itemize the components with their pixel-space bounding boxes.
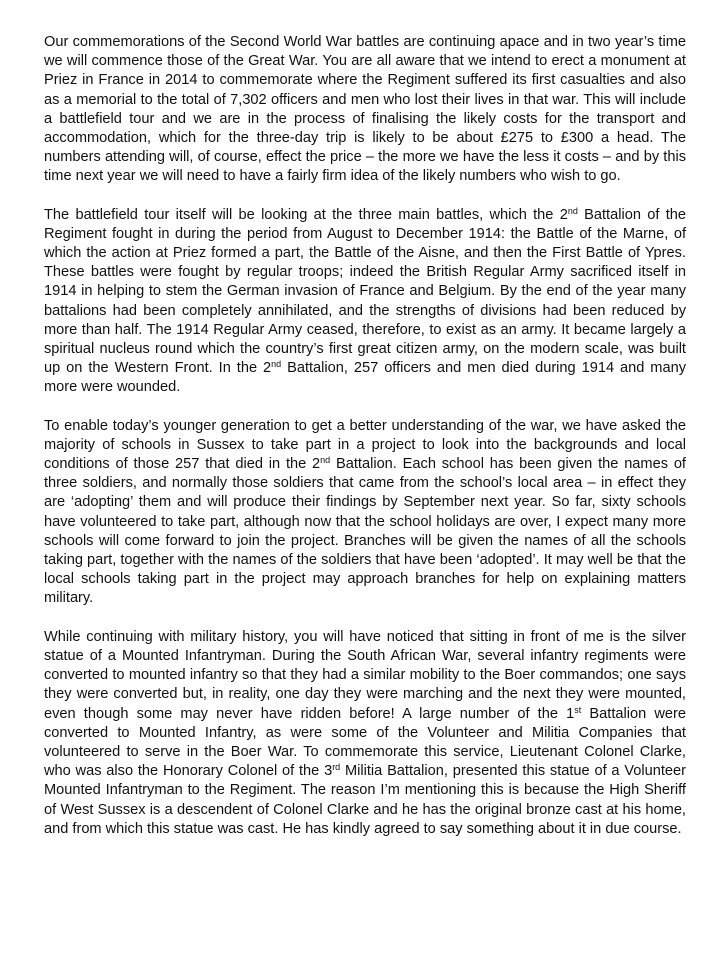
document-page (44, 33, 686, 839)
ordinal-superscript: rd (332, 762, 341, 773)
ordinal-superscript: nd (567, 205, 578, 216)
ordinal-superscript: nd (320, 455, 331, 466)
text-run: Militia Battalion, presented this statue of a Volunteer Mounted Infantryman to the Regiment. The reason I’m mentioning this is because the High Sheriff of West Sussex is a descendent of Colonel Clarke and he has the original bronze cast at his home, and from which this statue was cast. He has kindly agreed to say something about it in due course. (44, 763, 686, 837)
paragraph-2 (44, 206, 686, 398)
text-run: While continuing with military history, you will have noticed that sitting in front of me is the silver statue of a Mounted Infantryman. During the South African War, several infantry regiments were converted to mounted infantry so that they had a similar mobility to the Boer commandos; one says they were converted but, in reality, one day they were marching and the next they were mounted, even though some may never have ridden before! A large number of the 1 (44, 628, 686, 722)
text-run: Our commemorations of the Second World War battles are continuing apace and in two year’s time we will commence those of the Great War. You are all aware that we intend to erect a monument at Priez in France in 2014 to commemorate where the Regiment suffered its first casualties and also as a memorial to the total of 7,302 officers and men who lost their lives in that war. This will include a battlefield tour and we are in the process of finalising the likely costs for the transport and accommodation, which for the three-day trip is likely to be about £275 to £300 a head. The numbers attending will, of course, effect the price – the more we have the less it costs – and by this time next year we will need to have a fairly firm idea of the likely numbers who wish to go. (44, 34, 686, 185)
paragraph-4 (44, 628, 686, 839)
text-run: Battalion. Each school has been given the names of three soldiers, and normally those soldiers that came from the school’s local area – in effect they are ‘adopting’ them and will produce their findings by September next year. So far, sixty schools have volunteered to take part, although now that the school holidays are over, I expect many more schools will come forward to join the project. Branches will be given the names of all the schools taking part, together with the names of the soldiers that have been ‘adopted’. It may well be that the local schools taking part in the project may approach branches for help on explaining matters military. (44, 456, 686, 607)
ordinal-superscript: st (574, 704, 582, 715)
text-run: Battalion were converted to Mounted Infantry, as were some of the Volunteer and Militia Companies that volunteered to serve in the Boer War. To commemorate this service, Lieutenant Colonel Clarke, who was also the Honorary Colonel of the 3 (44, 705, 686, 780)
text-run: The battlefield tour itself will be looking at the three main battles, which the 2 (44, 206, 568, 223)
paragraph-3 (44, 417, 686, 609)
ordinal-superscript: nd (271, 359, 282, 370)
text-run: To enable today’s younger generation to get a better understanding of the war, we have asked the majority of schools in Sussex to take part in a project to look into the backgrounds and local conditions of those 257 that died in the 2 (44, 417, 686, 473)
paragraph-1 (44, 33, 686, 187)
text-run: Battalion of the Regiment fought in during the period from August to December 1914: the Battle of the Marne, of which the action at Priez formed a part, the Battle of the Aisne, and then the First Battle of Ypres. These battles were fought by regular troops; indeed the British Regular Army sacrificed itself in 1914 in helping to stem the German invasion of France and Belgium. By the end of the year many battalions had been completely annihilated, and the strengths of divisions had been reduced by more than half. The 1914 Regular Army ceased, therefore, to exist as an army. It became largely a spiritual nucleus round which the country’s first great citizen army, on the modern scale, was built up on the Western Front. In the 2 (44, 206, 686, 377)
text-run: Battalion, 257 officers and men died during 1914 and many more were wounded. (44, 360, 686, 396)
